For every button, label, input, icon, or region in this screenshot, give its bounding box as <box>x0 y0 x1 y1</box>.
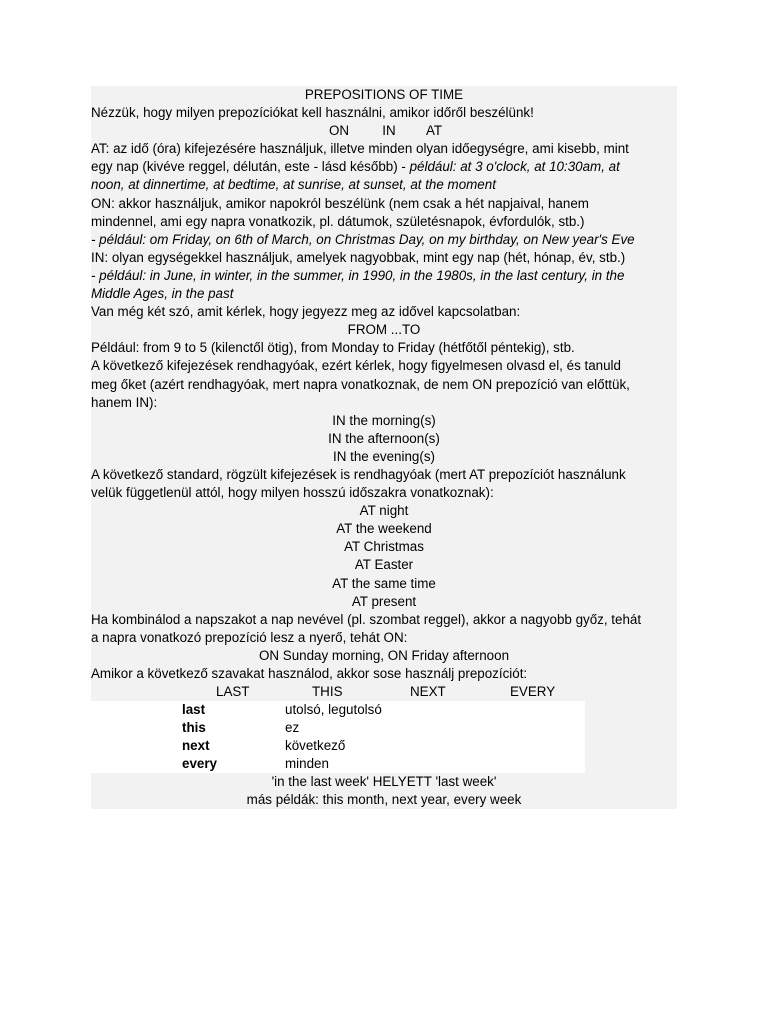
irregular-line-3: hanem IN): <box>91 394 158 410</box>
in-expression: IN the morning(s) <box>332 412 436 428</box>
at-expression: AT night <box>359 503 409 519</box>
intro-text: Nézzük, hogy milyen prepozíciókat kell használni, amikor időről beszélünk! <box>91 105 534 121</box>
vocab-hu: minden <box>285 756 329 772</box>
in-example-2: Middle Ages, in the past <box>91 286 234 302</box>
two-words-line: Van még két szó, amit kérlek, hogy jegyezz meg az idővel kapcsolatban: <box>91 304 521 320</box>
vocab-row <box>91 755 585 773</box>
instead-line: 'in the last week' HELYETT 'last week' <box>271 774 497 790</box>
vocab-en: this <box>182 720 206 736</box>
vocab-en: last <box>182 702 206 718</box>
at-expression: AT the weekend <box>336 521 432 537</box>
from-to-example: Például: from 9 to 5 (kilenctől ötig), from Monday to Friday (hétfőtől péntekig), stb. <box>91 340 575 356</box>
vocab-row <box>91 719 585 737</box>
at-expression: AT the same time <box>332 575 436 591</box>
header-this: THIS <box>312 684 343 700</box>
header-every: EVERY <box>510 684 556 700</box>
document-page <box>91 86 677 809</box>
page-title: PREPOSITIONS OF TIME <box>304 87 464 102</box>
vocab-row <box>91 737 585 755</box>
at-rule-text: egy nap (kivéve reggel, délután, este - lásd később) - <box>91 159 410 175</box>
prep-in: IN <box>382 123 396 139</box>
no-prep-header-row <box>91 683 677 701</box>
vocab-hu: következő <box>285 738 346 754</box>
on-combined-example: ON Sunday morning, ON Friday afternoon <box>258 647 510 663</box>
vocab-row <box>91 701 585 719</box>
prep-at: AT <box>425 123 443 139</box>
on-rule-line-2: mindennel, ami egy napra vonatkozik, pl. dátumok, születésnapok, évfordulók, stb.) <box>91 213 585 229</box>
at-rule-line-1: AT: az idő (óra) kifejezésére használjuk, illetve minden olyan időegységre, ami kisebb, mint <box>91 141 629 157</box>
header-last: LAST <box>216 684 250 700</box>
in-expression: IN the afternoon(s) <box>328 430 440 446</box>
at-rule-line-2 <box>91 158 677 176</box>
prepositions-row <box>91 122 677 140</box>
at-expression: AT Christmas <box>344 539 424 555</box>
combine-line-2: a napra vonatkozó prepozíció lesz a nyerő, tehát ON: <box>91 629 408 645</box>
vocab-table <box>91 701 677 773</box>
combine-line-1: Ha kombinálod a napszakot a nap nevével (pl. szombat reggel), akkor a nagyobb győz, tehát <box>91 611 642 627</box>
at-expression: AT Easter <box>354 557 414 573</box>
standard-line-2: velük függetlenül attól, hogy milyen hosszú időszakra vonatkoznak): <box>91 485 494 501</box>
on-example: - például: om Friday, on 6th of March, on Christmas Day, on my birthday, on New year's Eve <box>91 231 635 247</box>
vocab-table-body <box>91 701 585 773</box>
from-to-heading: FROM ...TO <box>347 322 421 338</box>
in-rule-line: IN: olyan egységekkel használjuk, amelyek nagyobbak, mint egy nap (hét, hónap, év, stb.) <box>91 249 626 265</box>
other-examples-line: más példák: this month, next year, every week <box>246 792 522 808</box>
vocab-en: next <box>182 738 210 754</box>
vocab-hu: ez <box>285 720 300 736</box>
never-line: Amikor a következő szavakat használod, akkor sose használj prepozíciót: <box>91 666 528 681</box>
standard-line-1: A következő standard, rögzült kifejezések is rendhagyóak (mert AT prepozíciót használunk <box>91 466 626 482</box>
at-example-2: noon, at dinnertime, at bedtime, at sunrise, at sunset, at the moment <box>91 177 496 193</box>
in-expression: IN the evening(s) <box>333 448 435 464</box>
header-next: NEXT <box>410 684 446 700</box>
prep-on: ON <box>328 123 350 139</box>
irregular-line-2: meg őket (azért rendhagyóak, mert napra vonatkoznak, de nem ON prepozíció van előttük, <box>91 376 630 392</box>
at-expression: AT present <box>351 593 417 609</box>
vocab-hu: utolsó, legutolsó <box>285 702 382 718</box>
on-rule-line-1: ON: akkor használjuk, amikor napokról beszélünk (nem csak a hét napjaival, hanem <box>91 195 589 211</box>
vocab-en: every <box>182 756 218 772</box>
in-example-1: - például: in June, in winter, in the summer, in 1990, in the 1980s, in the last century, in the <box>91 267 625 283</box>
at-example-1: például: at 3 o'clock, at 10:30am, at <box>409 159 620 175</box>
irregular-line-1: A következő kifejezések rendhagyóak, ezért kérlek, hogy figyelmesen olvasd el, és tanuld <box>91 358 621 374</box>
